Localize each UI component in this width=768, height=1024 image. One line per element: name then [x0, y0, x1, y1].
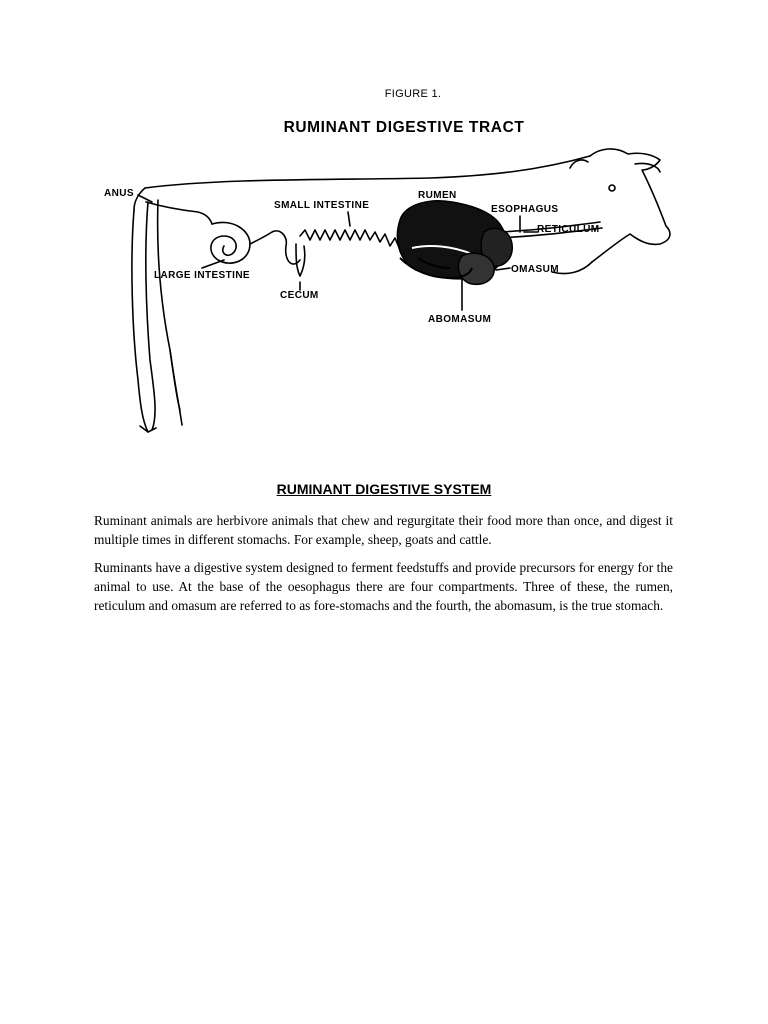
omasum: [458, 253, 494, 284]
cow-tail: [146, 202, 155, 430]
label-small-intestine: SMALL INTESTINE: [274, 200, 370, 211]
cow-rump: [134, 188, 145, 210]
leader-large-intestine: [202, 260, 224, 268]
section-heading: RUMINANT DIGESTIVE SYSTEM: [276, 481, 492, 497]
paragraph-1: Ruminant animals are herbivore animals that chew and regurgitate their food more than once, and digest it multiple times in different stomachs. For example, sheep, goats and cattle.: [94, 513, 673, 547]
label-abomasum: ABOMASUM: [428, 314, 492, 325]
label-large-intestine: LARGE INTESTINE: [154, 270, 251, 281]
leader-omasum: [496, 268, 510, 270]
label-reticulum: RETICULUM: [537, 224, 600, 235]
large-intestine-spiral: [211, 222, 250, 263]
cow-eye: [609, 185, 615, 191]
cow-back-outline: [145, 156, 590, 188]
figure-caption: FIGURE 1.: [384, 88, 442, 100]
label-rumen: RUMEN: [418, 190, 457, 201]
large-intestine-loop: [250, 231, 300, 264]
ruminant-diagram: [100, 140, 680, 440]
figure-title: RUMINANT DIGESTIVE TRACT: [283, 119, 525, 136]
cow-head-outline: [590, 149, 670, 262]
cow-hind-leg-back: [158, 200, 182, 425]
leader-anus: [138, 195, 152, 202]
cow-belly: [170, 350, 180, 410]
paragraph-2: Ruminants have a digestive system designed to ferment feedstuffs and provide precursors for energy for the animal to use. At the base of the oesophagus there are four compartments. Three of these, the rumen, reticulum and omasum are referred to as fore-stomachs and the fourth, the abomasum, is the true stomach.: [94, 560, 673, 613]
leader-small-intestine: [348, 212, 350, 226]
rectum: [146, 202, 212, 224]
label-anus: ANUS: [104, 188, 134, 199]
ruminant-diagram-drawing: [100, 140, 680, 440]
body-text: [94, 511, 673, 624]
label-omasum: OMASUM: [511, 264, 559, 275]
label-cecum: CECUM: [280, 290, 319, 301]
label-esophagus: ESOPHAGUS: [491, 204, 559, 215]
